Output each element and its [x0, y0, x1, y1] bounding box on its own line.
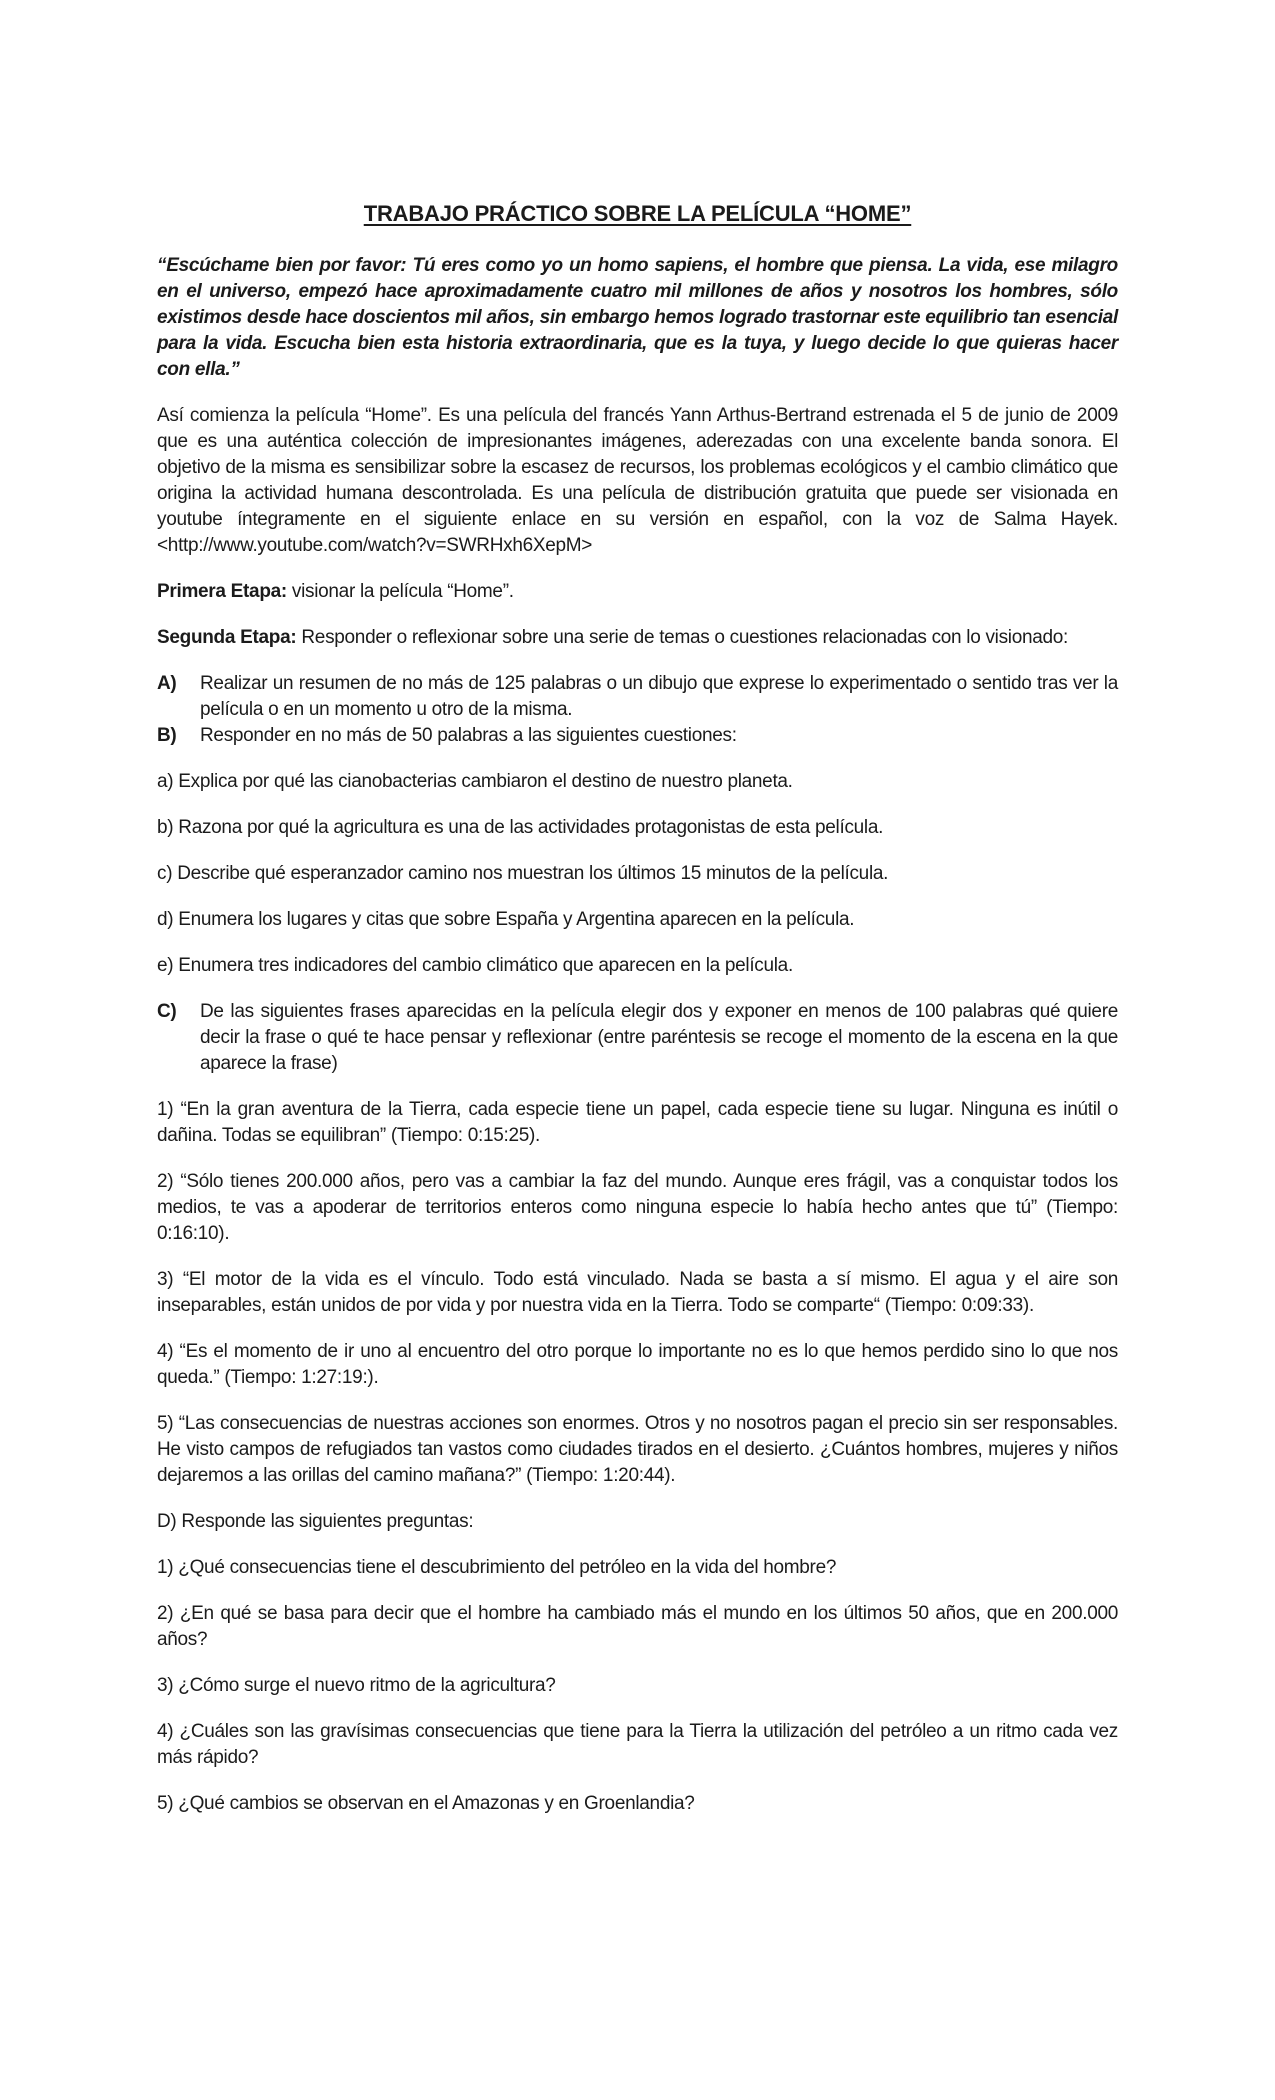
question-d-1: 1) ¿Qué consecuencias tiene el descubrimiento del petróleo en la vida del hombre? — [157, 1557, 837, 1578]
task-b-label: B) — [157, 725, 177, 746]
phrase-4: 4) “Es el momento de ir uno al encuentro del otro porque lo importante no es lo que hemos perdido sino lo que nos queda.” (Tiempo: 1:27:19:). — [157, 1341, 1118, 1388]
task-b — [157, 723, 1118, 749]
question-d-2: 2) ¿En qué se basa para decir que el hombre ha cambiado más el mundo en los últimos 50 años, que en 200.000 años? — [157, 1603, 1118, 1650]
question-b-c: c) Describe qué esperanzador camino nos muestran los últimos 15 minutos de la película. — [157, 863, 889, 884]
question-b-d: d) Enumera los lugares y citas que sobre España y Argentina aparecen en la película. — [157, 909, 855, 930]
task-c-label: C) — [157, 1001, 177, 1022]
segunda-etapa-text: Responder o reflexionar sobre una serie de temas o cuestiones relacionadas con lo visionado: — [301, 627, 1069, 648]
opening-quote: “Escúchame bien por favor: Tú eres como yo un homo sapiens, el hombre que piensa. La vida, ese milagro en el universo, empezó hace aproximadamente cuatro mil millones de años y nosotros los hombres, sólo existimos desde hace doscientos mil años, sin embargo hemos logrado trastornar este equilibrio tan esencial para la vida. Escucha bien esta historia extraordinaria, que es la tuya, y luego decide lo que quieras hacer con ella.” — [157, 255, 1118, 380]
task-a-label: A) — [157, 673, 177, 694]
task-b-text: Responder en no más de 50 palabras a las siguientes cuestiones: — [200, 725, 737, 746]
task-a-text: Realizar un resumen de no más de 125 palabras o un dibujo que exprese lo experimentado o sentido tras ver la película o en un momento u otro de la misma. — [200, 673, 1118, 720]
question-d-4: 4) ¿Cuáles son las gravísimas consecuencias que tiene para la Tierra la utilización del petróleo a un ritmo cada vez más rápido? — [157, 1721, 1118, 1768]
phrase-2: 2) “Sólo tienes 200.000 años, pero vas a cambiar la faz del mundo. Aunque eres frágil, vas a conquistar todos los medios, te vas a apoderar de territorios enteros como ninguna especie lo había hecho antes que tú” (Tiempo: 0:16:10). — [157, 1171, 1118, 1244]
primera-etapa-label: Primera Etapa: — [157, 581, 287, 602]
task-c-text: De las siguientes frases aparecidas en la película elegir dos y exponer en menos de 100 palabras qué quiere decir la frase o qué te hace pensar y reflexionar (entre paréntesis se recoge el momento de la escena en la que aparece la frase) — [200, 1001, 1118, 1074]
intro-paragraph: Así comienza la película “Home”. Es una película del francés Yann Arthus-Bertrand estrenada el 5 de junio de 2009 que es una auténtica colección de impresionantes imágenes, aderezadas con una excelente banda sonora. El objetivo de la misma es sensibilizar sobre la escasez de recursos, los problemas ecológicos y el cambio climático que origina la actividad humana descontrolada. Es una película de distribución gratuita que puede ser visionada en youtube íntegramente en el siguiente enlace en su versión en español, con la voz de Salma Hayek. <http://www.youtube.com/watch?v=SWRHxh6XepM> — [157, 405, 1118, 556]
question-b-e: e) Enumera tres indicadores del cambio climático que aparecen en la película. — [157, 955, 793, 976]
segunda-etapa — [157, 625, 1118, 651]
question-d-3: 3) ¿Cómo surge el nuevo ritmo de la agricultura? — [157, 1675, 556, 1696]
task-list-ab — [157, 671, 1118, 749]
task-c — [157, 999, 1118, 1077]
question-b-b: b) Razona por qué la agricultura es una de las actividades protagonistas de esta película. — [157, 817, 884, 838]
phrase-5: 5) “Las consecuencias de nuestras acciones son enormes. Otros y no nosotros pagan el precio sin ser responsables. He visto campos de refugiados tan vastos como ciudades tirados en el desierto. ¿Cuántos hombres, mujeres y niños dejaremos a las orillas del camino mañana?” (Tiempo: 1:20:44). — [157, 1413, 1118, 1486]
task-a — [157, 671, 1118, 723]
section-d-heading: D) Responde las siguientes preguntas: — [157, 1511, 474, 1532]
phrase-3: 3) “El motor de la vida es el vínculo. Todo está vinculado. Nada se basta a sí mismo. El agua y el aire son inseparables, están unidos de por vida y por nuestra vida en la Tierra. Todo se comparte“ (Tiempo: 0:09:33). — [157, 1269, 1118, 1316]
question-d-5: 5) ¿Qué cambios se observan en el Amazonas y en Groenlandia? — [157, 1793, 695, 1814]
primera-etapa — [157, 579, 1118, 605]
segunda-etapa-label: Segunda Etapa: — [157, 627, 297, 648]
question-b-a: a) Explica por qué las cianobacterias cambiaron el destino de nuestro planeta. — [157, 771, 793, 792]
phrase-1: 1) “En la gran aventura de la Tierra, cada especie tiene un papel, cada especie tiene su lugar. Ninguna es inútil o dañina. Todas se equilibran” (Tiempo: 0:15:25). — [157, 1099, 1118, 1146]
primera-etapa-text: visionar la película “Home”. — [291, 581, 514, 602]
document-title: TRABAJO PRÁCTICO SOBRE LA PELÍCULA “HOME” — [363, 201, 912, 226]
